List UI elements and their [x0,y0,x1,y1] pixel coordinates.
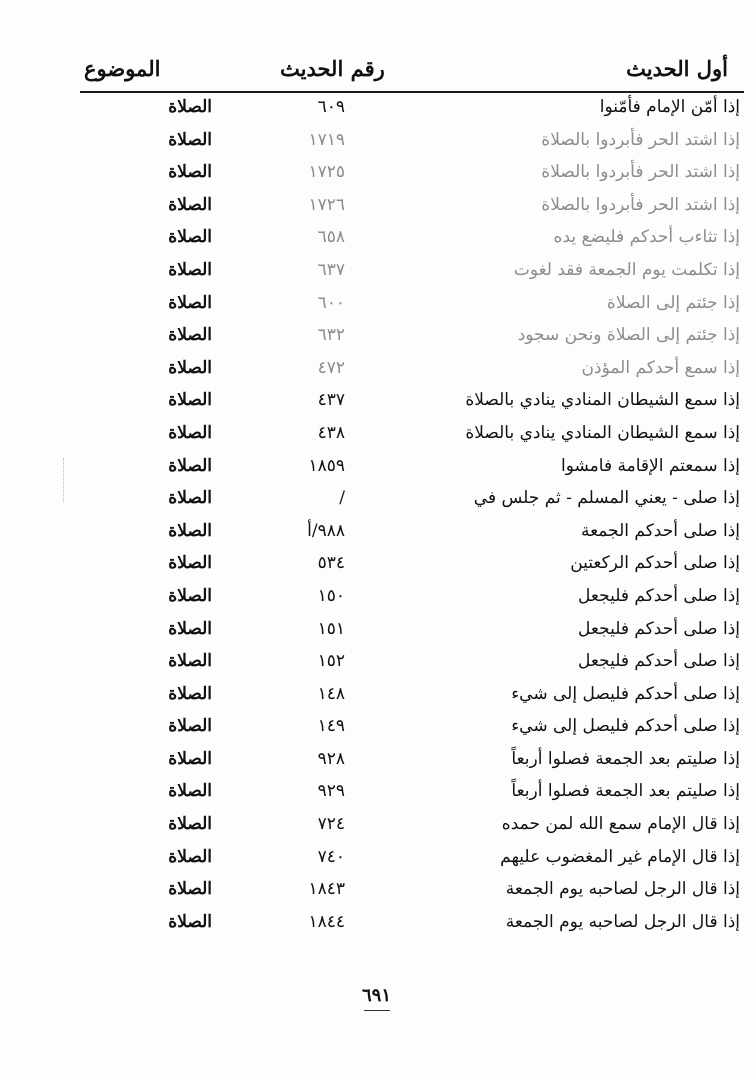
hadith-topic: الصلاة [168,292,212,313]
hadith-first-words: إذا صلى أحدكم فليجعل [578,618,740,639]
table-row [80,223,740,256]
hadith-number: / [339,488,345,509]
hadith-first-words: إذا سمع الشيطان المنادي ينادي بالصلاة [465,390,740,411]
hadith-topic: الصلاة [168,520,212,541]
hadith-topic: الصلاة [168,325,212,346]
hadith-topic: الصلاة [168,357,212,378]
table-row [80,517,740,550]
hadith-first-words: إذا صلى أحدكم فليجعل [578,651,740,672]
hadith-first-words: إذا تثاءب أحدكم فليضع يده [553,227,740,248]
hadith-number: ٦٣٧ [317,259,345,280]
hadith-first-words: إذا اشتد الحر فأبردوا بالصلاة [541,129,740,150]
hadith-number: ٦٠٩ [317,97,345,117]
hadith-first-words: إذا صليتم بعد الجمعة فصلوا أربعاً [511,748,740,769]
hadith-number: ١٨٤٣ [308,879,345,900]
hadith-topic: الصلاة [168,129,212,150]
table-row [80,680,740,713]
hadith-first-words: إذا تكلمت يوم الجمعة فقد لغوت [513,259,740,280]
hadith-first-words: إذا قال الإمام سمع الله لمن حمده [501,814,740,835]
hadith-first-words: إذا جئتم إلى الصلاة ونحن سجود [517,325,740,346]
table-row [80,256,740,289]
hadith-topic: الصلاة [168,618,212,639]
hadith-number: ٦٣٢ [317,325,345,346]
table-row [80,810,740,843]
page-number: ٦٩١ [361,985,391,1006]
table-row [80,712,740,745]
index-table [80,93,740,940]
hadith-topic: الصلاة [168,390,212,411]
hadith-number: ٦٥٨ [317,227,345,248]
hadith-first-words: إذا أمّن الإمام فأمّنوا [599,97,740,117]
table-row [80,745,740,778]
page-footer [0,985,753,1011]
table-row [80,843,740,876]
hadith-topic: الصلاة [168,879,212,900]
table-row [80,908,740,941]
hadith-first-words: إذا صليتم بعد الجمعة فصلوا أربعاً [511,781,740,802]
hadith-topic: الصلاة [168,194,212,215]
table-row [80,452,740,485]
hadith-number: ١٥٢ [317,651,345,672]
table-row [80,582,740,615]
hadith-number: ١٥٠ [317,585,345,606]
hadith-number: ٩٢٨ [317,748,345,769]
hadith-topic: الصلاة [168,259,212,280]
hadith-topic: الصلاة [168,162,212,183]
hadith-number: ٤٧٢ [317,357,345,378]
hadith-topic: الصلاة [168,553,212,574]
table-row [80,354,740,387]
hadith-number: ١٨٥٩ [308,455,345,476]
hadith-first-words: إذا اشتد الحر فأبردوا بالصلاة [541,194,740,215]
table-row [80,647,740,680]
table-row [80,484,740,517]
hadith-topic: الصلاة [168,911,212,932]
hadith-topic: الصلاة [168,748,212,769]
hadith-first-words: إذا سمع الشيطان المنادي ينادي بالصلاة [465,422,740,443]
hadith-first-words: إذا صلى أحدكم الجمعة [580,520,740,541]
hadith-topic: الصلاة [168,488,212,509]
hadith-topic: الصلاة [168,716,212,737]
table-row [80,615,740,648]
table-row [80,386,740,419]
table-row [80,191,740,224]
hadith-topic: الصلاة [168,683,212,704]
hadith-topic: الصلاة [168,846,212,867]
hadith-number: ٩٨٨/أ [307,520,345,541]
hadith-topic: الصلاة [168,455,212,476]
hadith-first-words: إذا صلى أحدكم فليصل إلى شيء [511,716,740,737]
table-row [80,93,740,126]
hadith-number: ١٨٤٤ [308,911,345,932]
hadith-topic: الصلاة [168,781,212,802]
hadith-first-words: إذا صلى أحدكم الركعتين [570,553,740,574]
table-row [80,875,740,908]
hadith-first-words: إذا قال الإمام غير المغضوب عليهم [500,846,740,867]
page-number-underline [364,1010,390,1011]
hadith-number: ١٥١ [317,618,345,639]
table-row [80,777,740,810]
hadith-number: ١٧١٩ [308,129,345,150]
hadith-number: ٤٣٧ [317,390,345,411]
hadith-topic: الصلاة [168,227,212,248]
margin-scan-mark [63,458,64,502]
table-row [80,126,740,159]
header-hadith-number: رقم الحديث [280,56,385,81]
hadith-first-words: إذا قال الرجل لصاحبه يوم الجمعة [505,879,740,900]
hadith-number: ١٧٢٦ [308,194,345,215]
hadith-topic: الصلاة [168,651,212,672]
header-first-words: أول الحديث [626,56,728,81]
hadith-topic: الصلاة [168,814,212,835]
hadith-first-words: إذا قال الرجل لصاحبه يوم الجمعة [505,911,740,932]
table-row [80,549,740,582]
hadith-number: ٤٣٨ [317,422,345,443]
table-row [80,158,740,191]
hadith-first-words: إذا اشتد الحر فأبردوا بالصلاة [541,162,740,183]
hadith-first-words: إذا صلى أحدكم فليصل إلى شيء [511,683,740,704]
hadith-topic: الصلاة [168,585,212,606]
table-row [80,289,740,322]
hadith-first-words: إذا صلى - يعني المسلم - ثم جلس في [473,488,740,509]
table-header [80,52,740,92]
table-row [80,321,740,354]
hadith-number: ٧٢٤ [317,814,345,835]
hadith-number: ٩٢٩ [317,781,345,802]
hadith-topic: الصلاة [168,422,212,443]
hadith-number: ٧٤٠ [317,846,345,867]
hadith-first-words: إذا سمع أحدكم المؤذن [581,357,740,378]
hadith-number: ١٧٢٥ [308,162,345,183]
header-topic: الموضوع [84,56,161,81]
hadith-number: ٦٠٠ [317,292,345,313]
table-row [80,419,740,452]
hadith-first-words: إذا سمعتم الإقامة فامشوا [561,455,740,476]
hadith-number: ١٤٨ [317,683,345,704]
hadith-first-words: إذا صلى أحدكم فليجعل [578,585,740,606]
hadith-first-words: إذا جئتم إلى الصلاة [606,292,740,313]
hadith-topic: الصلاة [168,97,212,117]
hadith-number: ٥٣٤ [317,553,345,574]
hadith-number: ١٤٩ [317,716,345,737]
